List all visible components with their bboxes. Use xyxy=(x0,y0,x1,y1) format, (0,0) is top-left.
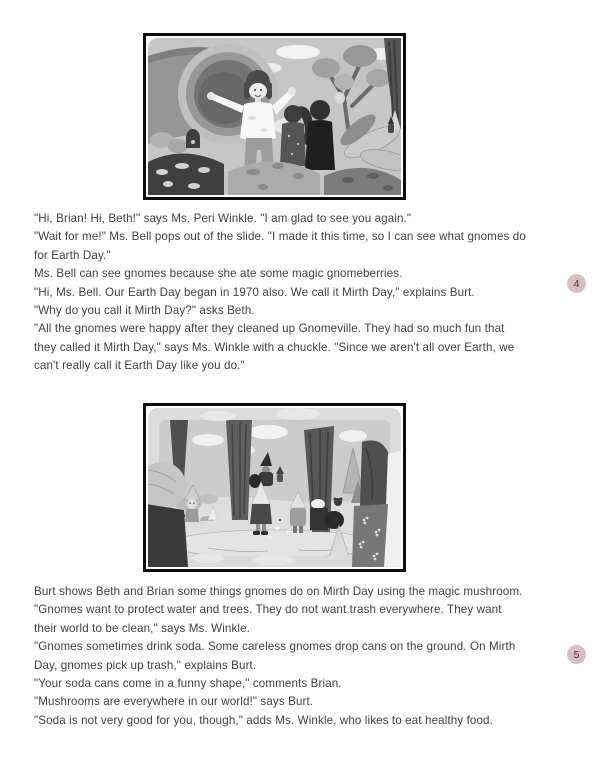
story-text-line: can't really call it Earth Day like you do." xyxy=(34,359,245,373)
story-text-line: "All the gnomes were happy after they cleaned up Gnomeville. They had so much fun that xyxy=(34,322,505,336)
story-text-line: "Gnomes sometimes drink soda. Some careless gnomes drop cans on the ground. On Mirth xyxy=(34,640,516,654)
story-text-line: "Soda is not very good for you, though," adds Ms. Winkle, who likes to eat healthy food. xyxy=(34,713,493,727)
story-text-line: "Mushrooms are everywhere in our world!" says Burt. xyxy=(34,695,314,709)
page-number: 4 xyxy=(573,277,580,290)
story-text-line: "Hi, Brian! Hi, Beth!" says Ms. Peri Winkle. "I am glad to see you again." xyxy=(34,212,412,225)
story-text-line: "Your soda cans come in a funny shape," comments Brian. xyxy=(34,677,342,691)
story-text-block-2 xyxy=(34,583,594,730)
story-text-line: for Earth Day." xyxy=(34,248,111,262)
illustration-ms-winkle-slide-greeting xyxy=(143,33,406,200)
page-number-badge-4 xyxy=(567,274,586,293)
illustration-gnomes-mirth-day-cleanup xyxy=(143,403,406,572)
story-text-line: "Hi, Ms. Bell. Our Earth Day began in 1970 also. We call it Mirth Day," explains Burt. xyxy=(34,285,475,299)
page-number-badge-5 xyxy=(567,645,586,664)
story-text-line: Day, gnomes pick up trash," explains Burt. xyxy=(34,658,257,672)
story-text-line: Ms. Bell can see gnomes because she ate some magic gnomeberries. xyxy=(34,267,403,281)
story-text-line: "Why do you call it Mirth Day?" asks Beth. xyxy=(34,304,255,318)
page-number: 5 xyxy=(573,648,580,661)
story-text-line: Burt shows Beth and Brian some things gnomes do on Mirth Day using the magic mushroom. xyxy=(34,585,523,598)
gnome-cleanup-scene xyxy=(148,408,401,567)
story-text-line: "Gnomes want to protect water and trees. They do not want trash everywhere. They want xyxy=(34,603,502,617)
story-text-line: they called it Mirth Day," says Ms. Winkle with a chuckle. "Since we aren't all over Earth, we xyxy=(34,340,515,354)
story-text-block-1 xyxy=(34,210,594,376)
slide-greeting-scene xyxy=(148,38,401,195)
story-text-line: their world to be clean," says Ms. Winkle. xyxy=(34,621,250,635)
story-text-line: "Wait for me!" Ms. Bell pops out of the slide. "I made it this time, so I can see what gnomes do xyxy=(34,230,526,244)
